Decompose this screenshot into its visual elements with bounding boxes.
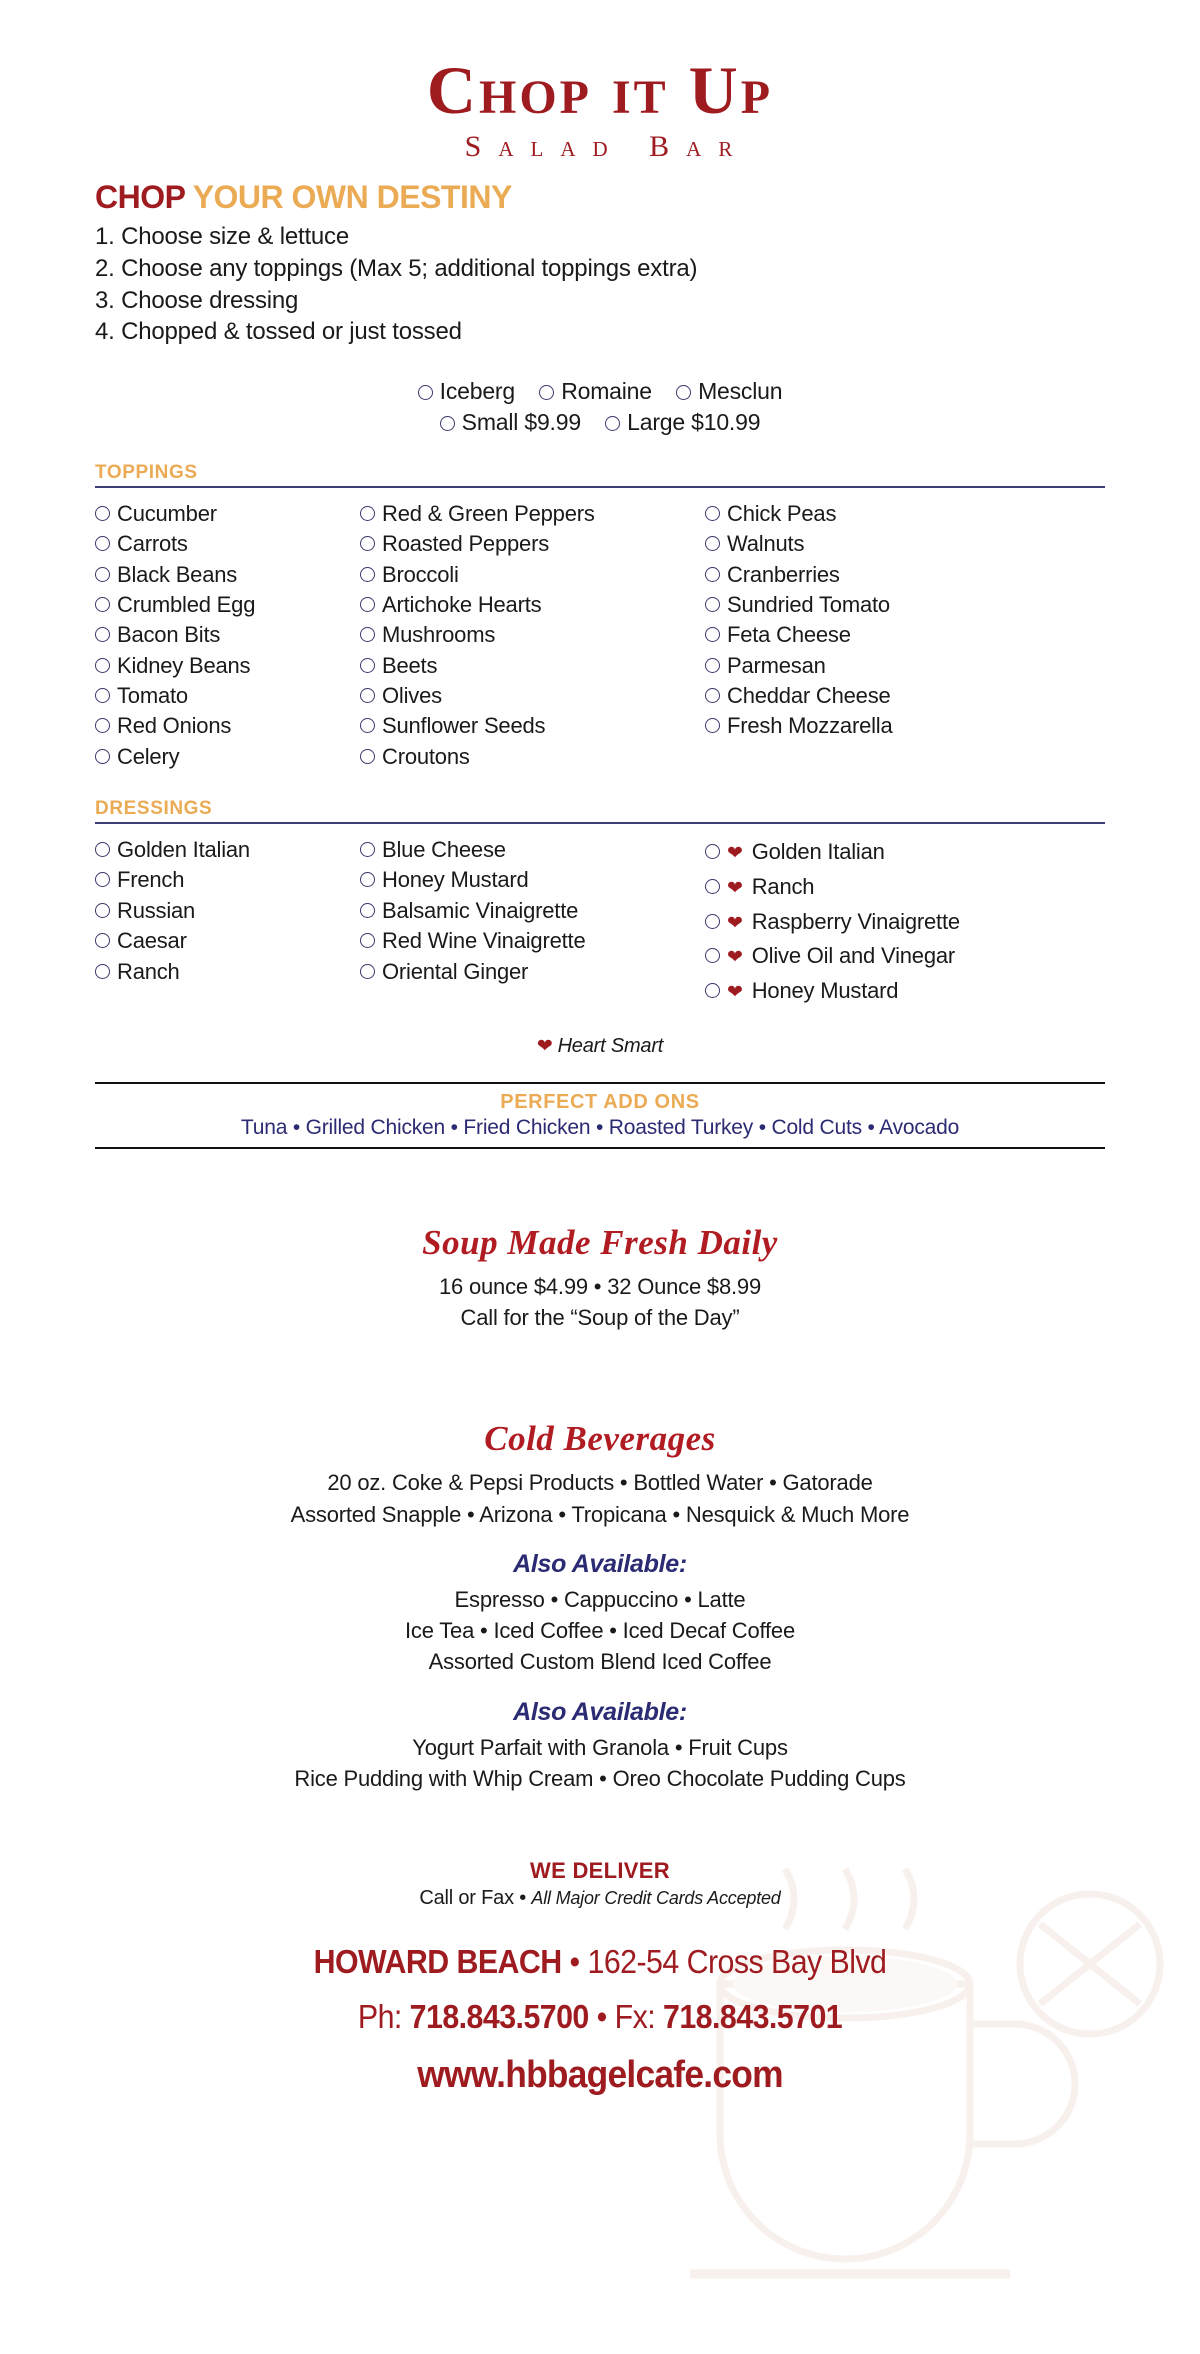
website-url[interactable]: www.hbbagelcafe.com	[417, 2053, 783, 2096]
checkbox-circle-icon[interactable]	[360, 658, 375, 673]
radio-circle-icon[interactable]	[539, 385, 554, 400]
dressing-label: Raspberry Vinaigrette	[751, 908, 960, 934]
topping-item[interactable]	[360, 681, 705, 711]
topping-item[interactable]	[705, 560, 1025, 590]
dressing-label: Olive Oil and Vinegar	[751, 943, 956, 969]
checkbox-circle-icon[interactable]	[360, 688, 375, 703]
radio-circle-icon[interactable]	[440, 416, 455, 431]
also-available-heading-1: Also Available:	[513, 1549, 687, 1578]
dressings-columns	[95, 835, 1105, 1009]
brand-title: Chop it Up	[426, 52, 774, 128]
beverages-line: Assorted Snapple • Arizona • Tropicana • Nesquick & Much More	[290, 1501, 910, 1527]
checkbox-circle-icon[interactable]	[95, 658, 110, 673]
topping-item[interactable]	[705, 620, 1025, 650]
dressing-label: Blue Cheese	[382, 837, 506, 863]
topping-item[interactable]	[705, 499, 1025, 529]
toppings-heading: TOPPINGS	[95, 461, 198, 483]
address-separator: •	[561, 1942, 588, 1980]
checkbox-circle-icon[interactable]	[95, 842, 110, 857]
dressing-label: Ranch	[751, 873, 815, 899]
lettuce-option-label: Iceberg	[439, 377, 515, 404]
brand-header	[0, 0, 1200, 162]
dressing-item[interactable]	[95, 835, 360, 865]
topping-item[interactable]	[360, 711, 705, 741]
checkbox-circle-icon[interactable]	[360, 842, 375, 857]
instructions-heading-red: CHOP	[95, 179, 185, 215]
topping-item[interactable]	[705, 529, 1025, 559]
checkbox-circle-icon[interactable]	[95, 964, 110, 979]
radio-circle-icon[interactable]	[418, 385, 433, 400]
dressing-item-heart-smart[interactable]	[705, 974, 1035, 1009]
checkbox-circle-icon[interactable]	[705, 688, 720, 703]
topping-item[interactable]	[95, 529, 360, 559]
also-available-line: Rice Pudding with Whip Cream • Oreo Chocolate Pudding Cups	[294, 1765, 906, 1791]
add-ons-items: Tuna • Grilled Chicken • Fried Chicken • Roasted Turkey • Cold Cuts • Avocado	[240, 1115, 960, 1139]
toppings-columns	[95, 499, 1105, 772]
topping-item[interactable]	[95, 499, 360, 529]
checkbox-circle-icon[interactable]	[95, 688, 110, 703]
instruction-step: 1. Choose size & lettuce	[95, 223, 350, 251]
topping-label: Chick Peas	[727, 500, 837, 526]
beverages-line: 20 oz. Coke & Pepsi Products • Bottled Water • Gatorade	[327, 1470, 873, 1496]
instructions-heading-gold: YOUR OWN DESTINY	[192, 179, 512, 215]
phone-separator: •	[588, 1997, 615, 2035]
topping-label: Cranberries	[727, 561, 840, 587]
dressing-label: Red Wine Vinaigrette	[382, 928, 586, 954]
fax-label: Fx:	[614, 1997, 664, 2035]
topping-label: Olives	[382, 683, 442, 709]
checkbox-circle-icon[interactable]	[705, 718, 720, 733]
dressing-item[interactable]	[360, 865, 705, 895]
checkbox-circle-icon[interactable]	[705, 597, 720, 612]
call-or-fax-label: Call or Fax •	[419, 1886, 532, 1909]
dressing-label: Ranch	[117, 958, 180, 984]
dressing-label: Honey Mustard	[751, 978, 899, 1004]
checkbox-circle-icon[interactable]	[95, 903, 110, 918]
topping-item[interactable]	[705, 681, 1025, 711]
size-choice-row	[0, 409, 1200, 436]
credit-cards-label: All Major Credit Cards Accepted	[531, 1887, 781, 1908]
topping-item[interactable]	[705, 711, 1025, 741]
soup-prices: 16 ounce $4.99 • 32 Ounce $8.99	[439, 1273, 761, 1299]
checkbox-circle-icon[interactable]	[705, 627, 720, 642]
topping-item[interactable]	[360, 590, 705, 620]
dressing-item-heart-smart[interactable]	[705, 939, 1035, 974]
also-available-line: Espresso • Cappuccino • Latte	[454, 1586, 746, 1612]
dressing-label: Golden Italian	[117, 837, 250, 863]
size-option-small[interactable]	[440, 409, 581, 436]
size-option-label: Small $9.99	[461, 408, 581, 435]
dressings-column-1	[95, 835, 360, 1009]
beverages-title: Cold Beverages	[484, 1419, 716, 1459]
topping-label: Cucumber	[117, 500, 217, 526]
checkbox-circle-icon[interactable]	[360, 872, 375, 887]
checkbox-circle-icon[interactable]	[95, 933, 110, 948]
heart-icon: ❤	[536, 1035, 553, 1057]
dressings-column-heart-smart	[705, 835, 1035, 1009]
topping-label: Bacon Bits	[117, 622, 221, 648]
checkbox-circle-icon[interactable]	[360, 903, 375, 918]
instruction-step: 2. Choose any toppings (Max 5; additional toppings extra)	[95, 254, 698, 282]
topping-label: Celery	[117, 743, 180, 769]
checkbox-circle-icon[interactable]	[705, 983, 720, 998]
topping-label: Parmesan	[727, 652, 826, 678]
deliver-details	[0, 1887, 1200, 1910]
size-option-label: Large $10.99	[627, 408, 761, 435]
topping-label: Kidney Beans	[117, 652, 251, 678]
heart-icon: ❤	[727, 982, 743, 1004]
heart-icon: ❤	[727, 877, 743, 899]
checkbox-circle-icon[interactable]	[360, 749, 375, 764]
instruction-steps	[95, 221, 1200, 348]
footer-section	[0, 1858, 1200, 2097]
heart-icon: ❤	[727, 912, 743, 934]
topping-item[interactable]	[705, 651, 1025, 681]
topping-item[interactable]	[95, 560, 360, 590]
add-ons-bottom-divider	[95, 1147, 1105, 1149]
lettuce-option-romaine[interactable]	[539, 378, 652, 405]
phone-label: Ph:	[357, 1997, 410, 2035]
topping-label: Carrots	[117, 531, 188, 557]
checkbox-circle-icon[interactable]	[705, 844, 720, 859]
dressing-label: Balsamic Vinaigrette	[382, 897, 579, 923]
also-available-heading-2: Also Available:	[513, 1697, 687, 1726]
address-line	[48, 1943, 1152, 1981]
add-ons-top-divider	[95, 1082, 1105, 1084]
topping-label: Red Onions	[117, 713, 232, 739]
dressing-label: Russian	[117, 897, 196, 923]
checkbox-circle-icon[interactable]	[360, 627, 375, 642]
dressing-label: Oriental Ginger	[382, 958, 529, 984]
we-deliver-label: WE DELIVER	[530, 1857, 670, 1883]
lettuce-choice-row	[0, 378, 1200, 405]
checkbox-circle-icon[interactable]	[705, 658, 720, 673]
topping-item[interactable]	[95, 590, 360, 620]
size-option-large[interactable]	[605, 409, 760, 436]
add-ons-section	[0, 1082, 1200, 1149]
beverages-section	[0, 1419, 1200, 1794]
topping-label: Artichoke Hearts	[382, 591, 542, 617]
checkbox-circle-icon[interactable]	[95, 627, 110, 642]
checkbox-circle-icon[interactable]	[360, 597, 375, 612]
dressing-item-heart-smart[interactable]	[705, 835, 1035, 870]
radio-circle-icon[interactable]	[605, 416, 620, 431]
brand-subtitle: Salad Bar	[464, 130, 750, 163]
checkbox-circle-icon[interactable]	[360, 536, 375, 551]
dressings-divider	[95, 822, 1105, 824]
topping-item[interactable]	[705, 590, 1025, 620]
topping-label: Beets	[382, 652, 438, 678]
instructions-block	[0, 162, 1200, 348]
topping-item[interactable]	[95, 620, 360, 650]
lettuce-option-label: Mesclun	[698, 377, 783, 404]
topping-item[interactable]	[95, 742, 360, 772]
dressings-heading: DRESSINGS	[95, 798, 213, 820]
topping-label: Red & Green Peppers	[382, 500, 595, 526]
heart-smart-legend-label: Heart Smart	[557, 1034, 664, 1057]
dressing-label: French	[117, 867, 185, 893]
soup-note: Call for the “Soup of the Day”	[460, 1305, 740, 1331]
checkbox-circle-icon[interactable]	[95, 872, 110, 887]
topping-label: Black Beans	[117, 561, 238, 587]
dressing-label: Golden Italian	[751, 839, 885, 865]
topping-label: Roasted Peppers	[382, 531, 549, 557]
checkbox-circle-icon[interactable]	[705, 567, 720, 582]
radio-circle-icon[interactable]	[676, 385, 691, 400]
street-address: 162-54 Cross Bay Blvd	[587, 1942, 887, 1980]
lettuce-option-mesclun[interactable]	[676, 378, 782, 405]
dressing-item-heart-smart[interactable]	[705, 905, 1035, 940]
topping-item[interactable]	[95, 651, 360, 681]
checkbox-circle-icon[interactable]	[705, 536, 720, 551]
dressing-item[interactable]	[360, 957, 705, 987]
dressing-item[interactable]	[360, 896, 705, 926]
instruction-step: 4. Chopped & tossed or just tossed	[95, 318, 462, 346]
topping-item[interactable]	[95, 711, 360, 741]
fax-number: 718.843.5701	[663, 1997, 843, 2035]
heart-smart-legend	[95, 1035, 1105, 1058]
topping-item[interactable]	[360, 499, 705, 529]
topping-label: Mushrooms	[382, 622, 496, 648]
heart-icon: ❤	[727, 843, 743, 865]
checkbox-circle-icon[interactable]	[360, 933, 375, 948]
checkbox-circle-icon[interactable]	[95, 506, 110, 521]
topping-label: Crumbled Egg	[117, 591, 256, 617]
checkbox-circle-icon[interactable]	[705, 506, 720, 521]
lettuce-option-label: Romaine	[561, 377, 652, 404]
topping-item[interactable]	[360, 529, 705, 559]
topping-label: Sundried Tomato	[727, 591, 890, 617]
dressing-item[interactable]	[95, 865, 360, 895]
topping-item[interactable]	[360, 742, 705, 772]
checkbox-circle-icon[interactable]	[360, 506, 375, 521]
checkbox-circle-icon[interactable]	[360, 718, 375, 733]
checkbox-circle-icon[interactable]	[95, 718, 110, 733]
dressing-item[interactable]	[360, 835, 705, 865]
topping-label: Croutons	[382, 743, 470, 769]
toppings-section	[0, 462, 1200, 772]
instructions-heading	[95, 180, 1200, 215]
checkbox-circle-icon[interactable]	[95, 597, 110, 612]
topping-item[interactable]	[360, 560, 705, 590]
dressing-item[interactable]	[360, 926, 705, 956]
topping-label: Cheddar Cheese	[727, 683, 891, 709]
dressings-section	[0, 798, 1200, 1058]
checkbox-circle-icon[interactable]	[705, 879, 720, 894]
topping-item[interactable]	[360, 651, 705, 681]
topping-label: Sunflower Seeds	[382, 713, 546, 739]
soup-title: Soup Made Fresh Daily	[422, 1222, 778, 1262]
toppings-column-1	[95, 499, 360, 772]
checkbox-circle-icon[interactable]	[705, 914, 720, 929]
dressing-item[interactable]	[95, 926, 360, 956]
dressing-label: Caesar	[117, 928, 187, 954]
location-name: HOWARD BEACH	[313, 1942, 562, 1980]
lettuce-option-iceberg[interactable]	[418, 378, 515, 405]
checkbox-circle-icon[interactable]	[360, 964, 375, 979]
toppings-column-3	[705, 499, 1025, 772]
dressing-item-heart-smart[interactable]	[705, 870, 1035, 905]
topping-label: Walnuts	[727, 531, 805, 557]
toppings-column-2	[360, 499, 705, 772]
checkbox-circle-icon[interactable]	[705, 948, 720, 963]
topping-item[interactable]	[360, 620, 705, 650]
instruction-step: 3. Choose dressing	[95, 286, 299, 314]
heart-icon: ❤	[727, 947, 743, 969]
add-ons-heading: PERFECT ADD ONS	[500, 1090, 700, 1113]
also-available-line: Assorted Custom Blend Iced Coffee	[428, 1649, 772, 1675]
also-available-line: Yogurt Parfait with Granola • Fruit Cups	[412, 1734, 788, 1760]
checkbox-circle-icon[interactable]	[360, 567, 375, 582]
topping-label: Broccoli	[382, 561, 459, 587]
checkbox-circle-icon[interactable]	[95, 536, 110, 551]
toppings-divider	[95, 486, 1105, 488]
dressing-item[interactable]	[95, 896, 360, 926]
phone-line	[48, 1998, 1152, 2036]
topping-label: Fresh Mozzarella	[727, 713, 893, 739]
dressing-label: Honey Mustard	[382, 867, 529, 893]
also-available-line: Ice Tea • Iced Coffee • Iced Decaf Coffee	[404, 1618, 795, 1644]
topping-item[interactable]	[95, 681, 360, 711]
dressing-item[interactable]	[95, 957, 360, 987]
checkbox-circle-icon[interactable]	[95, 567, 110, 582]
topping-label: Tomato	[117, 683, 188, 709]
topping-label: Feta Cheese	[727, 622, 851, 648]
soup-section	[0, 1223, 1200, 1333]
phone-number[interactable]: 718.843.5700	[409, 1997, 589, 2035]
checkbox-circle-icon[interactable]	[95, 749, 110, 764]
dressings-column-2	[360, 835, 705, 1009]
